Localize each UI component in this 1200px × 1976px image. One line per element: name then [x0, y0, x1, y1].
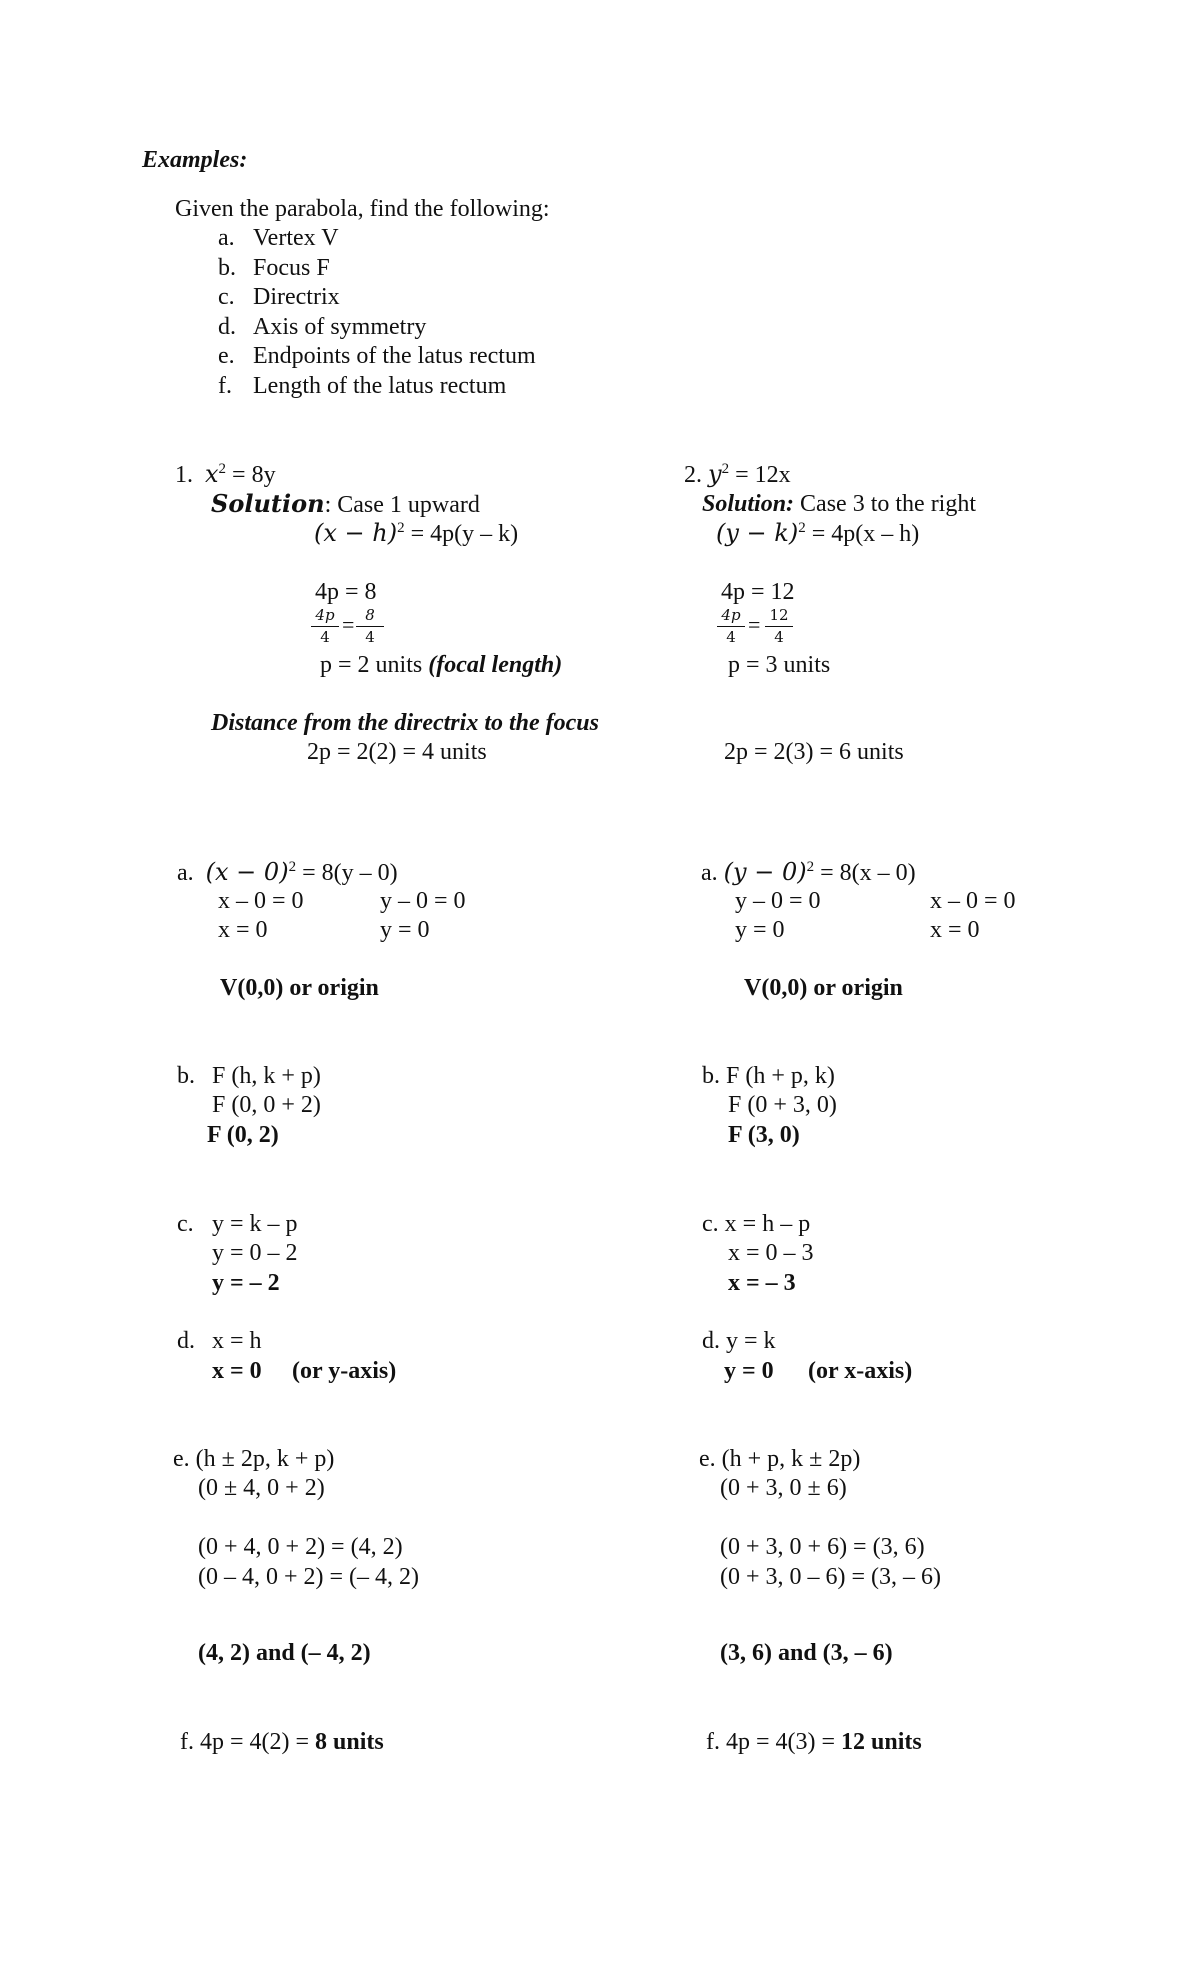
solution-line: [211, 489, 480, 518]
latus-endpoints-answer: (3, 6) and (3, – 6): [720, 1640, 893, 1666]
frac-numerator: 12: [769, 606, 789, 624]
axis-note: (or x-axis): [808, 1358, 913, 1384]
distance-label: Distance from the directrix to the focus: [211, 710, 599, 736]
axis-note: (or y-axis): [292, 1358, 397, 1384]
formula-lhs: (x − h): [314, 519, 398, 547]
focus-answer: F (3, 0): [728, 1122, 800, 1148]
section-heading: Examples:: [142, 147, 248, 173]
task-marker: d.: [218, 314, 236, 340]
task-marker: f.: [218, 373, 232, 399]
problem-number: 1.: [175, 462, 193, 488]
frac-equals: =: [342, 612, 355, 637]
part-marker: c.: [177, 1211, 194, 1237]
e-step: (0 + 3, 0 – 6) = (3, – 6): [720, 1564, 942, 1590]
eq-variable: y: [708, 460, 722, 488]
vertex-answer: V(0,0) or origin: [220, 975, 379, 1001]
fraction-right: [355, 608, 385, 645]
frac-numerator: 4p: [315, 606, 335, 624]
part-marker: a.: [701, 860, 718, 886]
frac-denominator: 4: [320, 628, 330, 647]
frac-denominator: 4: [726, 628, 736, 647]
frac-bar: [765, 626, 793, 627]
task-marker: a.: [218, 225, 235, 251]
fourp-equation: 4p = 12: [721, 579, 795, 605]
e-step: (0 – 4, 0 + 2) = (– 4, 2): [198, 1564, 420, 1590]
solution-label: Solution:: [702, 491, 795, 517]
directrix-answer: y = – 2: [212, 1270, 280, 1296]
axis-answer: y = 0: [724, 1358, 774, 1384]
distance-value: 2p = 2(2) = 4 units: [307, 739, 487, 765]
f-step: f. 4p = 4(2) =: [180, 1729, 316, 1755]
formula-lhs: (y − k): [716, 519, 799, 547]
a-exponent: 2: [806, 859, 815, 875]
a-exponent: 2: [288, 859, 297, 875]
part-marker: a.: [177, 860, 194, 886]
formula-rhs: = 4p(x – h): [805, 521, 920, 547]
b-step: F (0 + 3, 0): [728, 1092, 837, 1118]
latus-length-answer: 12 units: [841, 1729, 922, 1755]
solution-label: Solution: [211, 489, 325, 518]
intro-text: Given the parabola, find the following:: [175, 196, 550, 222]
a-rhs: = 8(x – 0): [814, 860, 916, 886]
focus-answer: F (0, 2): [207, 1122, 279, 1148]
e-step: (0 + 3, 0 + 6) = (3, 6): [720, 1534, 925, 1560]
e-step: (0 ± 4, 0 + 2): [198, 1475, 325, 1501]
vertex-answer: V(0,0) or origin: [744, 975, 903, 1001]
solution-case: : Case 1 upward: [324, 492, 480, 518]
eq-exponent: 2: [721, 461, 730, 477]
task-text: Directrix: [253, 284, 340, 310]
p-equation: p = 2 units: [320, 652, 429, 678]
e-step: (0 + 4, 0 + 2) = (4, 2): [198, 1534, 403, 1560]
frac-equals: =: [748, 612, 761, 637]
p-value: [320, 653, 562, 677]
directrix-answer: x = – 3: [728, 1270, 796, 1296]
a-lhs: (x − 0): [205, 858, 289, 886]
a-step: y = 0: [735, 917, 785, 943]
c-step: c. x = h – p: [702, 1211, 811, 1237]
eq-exponent: 2: [218, 461, 227, 477]
p-value: p = 3 units: [728, 652, 831, 678]
a-step: x = 0: [930, 917, 980, 943]
formula-rhs: = 4p(y – k): [404, 521, 519, 547]
e-step: (0 + 3, 0 ± 6): [720, 1475, 847, 1501]
frac-bar: [311, 626, 339, 627]
b-step: F (h, k + p): [212, 1063, 321, 1089]
d-step: d. y = k: [702, 1328, 776, 1354]
eq-rhs: = 8y: [226, 462, 276, 488]
c-step: y = k – p: [212, 1211, 298, 1237]
standard-form: [716, 521, 919, 546]
p-note: (focal length): [428, 652, 563, 678]
formula-exponent: 2: [798, 520, 806, 536]
frac-numerator: 4p: [721, 606, 741, 624]
task-marker: e.: [218, 343, 235, 369]
latus-length: [180, 1730, 384, 1754]
fourp-equation: 4p = 8: [315, 579, 377, 605]
part-marker: b.: [177, 1063, 195, 1089]
task-text: Endpoints of the latus rectum: [253, 343, 536, 369]
a-rhs: = 8(y – 0): [296, 860, 398, 886]
frac-numerator: 8: [365, 606, 375, 624]
frac-denominator: 4: [774, 628, 784, 647]
fraction-left: [310, 608, 340, 645]
frac-denominator: 4: [365, 628, 375, 647]
a-step: x – 0 = 0: [930, 888, 1016, 914]
task-text: Length of the latus rectum: [253, 373, 507, 399]
problem-equation: [684, 462, 791, 487]
axis-answer: x = 0: [212, 1358, 262, 1384]
a-step: x = 0: [218, 917, 268, 943]
b-step: F (0, 0 + 2): [212, 1092, 321, 1118]
solution-case: Case 3 to the right: [794, 491, 977, 517]
latus-length-answer: 8 units: [315, 1729, 384, 1755]
frac-bar: [356, 626, 384, 627]
a-step: y – 0 = 0: [380, 888, 466, 914]
eq-rhs: = 12x: [729, 462, 791, 488]
e-step: e. (h ± 2p, k + p): [173, 1446, 335, 1472]
solution-line: [702, 492, 976, 516]
latus-endpoints-answer: (4, 2) and (– 4, 2): [198, 1640, 371, 1666]
formula-exponent: 2: [397, 520, 405, 536]
latus-length: [706, 1730, 922, 1754]
problem-number: 2.: [684, 462, 702, 488]
a-step: y – 0 = 0: [735, 888, 821, 914]
task-text: Vertex V: [253, 225, 339, 251]
d-step: x = h: [212, 1328, 262, 1354]
c-step: y = 0 – 2: [212, 1240, 298, 1266]
eq-variable: x: [205, 460, 219, 488]
part-a-equation: [701, 860, 916, 885]
a-lhs: (y − 0): [723, 858, 807, 886]
distance-value: 2p = 2(3) = 6 units: [724, 739, 904, 765]
task-marker: b.: [218, 255, 236, 281]
c-step: x = 0 – 3: [728, 1240, 814, 1266]
part-a-equation: [177, 860, 398, 885]
task-marker: c.: [218, 284, 235, 310]
e-step: e. (h + p, k ± 2p): [699, 1446, 861, 1472]
b-step: b. F (h + p, k): [702, 1063, 835, 1089]
part-marker: d.: [177, 1328, 195, 1354]
standard-form: [314, 521, 518, 546]
frac-bar: [717, 626, 745, 627]
problem-equation: [175, 462, 276, 487]
task-text: Axis of symmetry: [253, 314, 427, 340]
f-step: f. 4p = 4(3) =: [706, 1729, 842, 1755]
fraction-left: [716, 608, 746, 645]
a-step: y = 0: [380, 917, 430, 943]
task-text: Focus F: [253, 255, 330, 281]
a-step: x – 0 = 0: [218, 888, 304, 914]
fraction-right: [764, 608, 794, 645]
